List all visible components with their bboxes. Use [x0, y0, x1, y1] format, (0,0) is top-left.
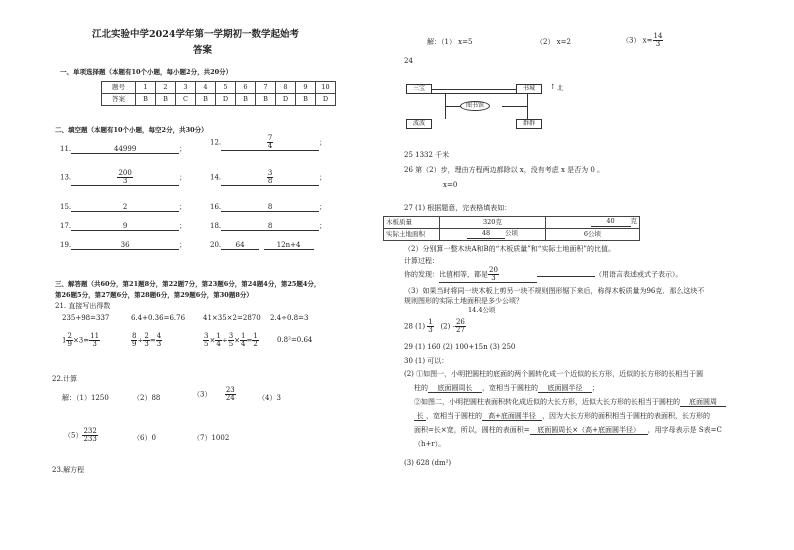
fraction-denominator: 27	[455, 326, 465, 334]
q22-heading: 22.计算	[52, 375, 78, 383]
q14	[210, 170, 326, 186]
q-punct: ；	[179, 203, 187, 211]
q11	[60, 145, 186, 154]
a30-7: （h+r）。	[414, 440, 446, 448]
fraction-denominator: 3	[428, 326, 433, 334]
q21-item: 6.4+0.36=6.76	[131, 314, 186, 322]
a27-4	[404, 267, 683, 283]
table-cell: 4	[196, 82, 216, 94]
q22-answer: （6）0	[133, 434, 156, 442]
q22-answer: 解：（1）1250	[62, 394, 109, 402]
q-number: 20.	[210, 241, 222, 249]
a27-5: （3）如果当时将同一块木板上剪另一块不规则图形锯下来后，称得木板质量为96克．那么这块不	[404, 287, 705, 295]
q22-answer: （2）88	[133, 394, 161, 402]
answer-blank: 底面圆周长	[428, 384, 482, 393]
a30: 30 (1) 可以：	[404, 357, 449, 365]
q-number: （3） x=	[622, 36, 653, 45]
table-row	[384, 229, 640, 241]
fraction-numerator: 20	[489, 266, 498, 274]
table-cell: 8	[276, 82, 296, 94]
label: 你的发现：	[404, 270, 439, 279]
answer-text: 比值相等，都是	[439, 270, 488, 279]
fraction-denominator: 2	[253, 340, 258, 348]
table-cell: C	[176, 94, 196, 106]
text: ②如图二，小明把圆柱表面积转化成近似的大长方形，近似大长方形的长相当于圆柱的	[414, 398, 680, 406]
q22-answer: （7）1002	[193, 434, 230, 442]
operator: =	[149, 336, 156, 345]
table-cell: 320克	[440, 217, 546, 229]
fraction-numerator: 200	[118, 169, 132, 177]
table-row	[384, 217, 640, 229]
q-number: 15.	[60, 203, 72, 211]
fraction-denominator: 9	[132, 340, 137, 348]
a26-b: x=0	[443, 181, 458, 189]
q21-item: 41×35×2=2870	[203, 314, 261, 322]
q21-item	[131, 333, 162, 348]
answer-blank: 48	[467, 230, 505, 239]
a23-3	[622, 33, 663, 48]
answer-blank: 长	[414, 412, 426, 421]
fraction-denominator: 4	[267, 142, 273, 150]
table-cell: D	[316, 94, 336, 106]
table-row	[102, 94, 336, 106]
q24-label: 24	[404, 57, 413, 65]
q22-answer	[193, 387, 236, 402]
fraction-denominator: 3	[92, 340, 97, 348]
table-cell: D	[216, 94, 236, 106]
a27-6: 规则图形的实际土地面积是多少公顷？	[404, 297, 523, 305]
text: ，因为大长方形的面积相当于圆柱的表面积，长方形的	[542, 412, 710, 420]
table-cell: B	[296, 94, 316, 106]
table-cell: B	[256, 94, 276, 106]
answer-blank: 底面圆半径	[538, 384, 592, 393]
fraction-numerator: 14	[653, 32, 663, 40]
a30-5	[414, 412, 710, 421]
answer-blank: 8	[221, 203, 319, 212]
fraction-denominator: 9	[67, 340, 72, 348]
q21-item: 0.8²=0.64	[277, 336, 313, 344]
text: ，宽相当于圆柱的	[426, 412, 482, 420]
q27-table	[383, 216, 640, 241]
table-cell: 9	[296, 82, 316, 94]
a28	[404, 319, 466, 334]
fraction-numerator: 4	[156, 332, 162, 340]
fraction-denominator: 233	[83, 435, 97, 443]
answer-blank: 8	[221, 222, 319, 231]
unit: 克	[630, 217, 637, 226]
q22-answer	[64, 428, 98, 443]
answer-blank: 36	[71, 241, 179, 250]
a27-3: 计算过程：	[404, 257, 439, 265]
table-cell: 10	[316, 82, 336, 94]
fraction-denominator: 8	[267, 177, 273, 185]
fraction-denominator: 3	[491, 274, 496, 282]
section1-heading: 一、单项选择题（本题有10个小题，每小题2分，共20分）	[60, 68, 233, 76]
fraction-denominator: 24	[225, 394, 235, 402]
fraction-numerator: 8	[132, 332, 137, 340]
fraction-numerator: 3	[204, 332, 209, 340]
fraction-denominator: 3	[144, 340, 149, 348]
hint: （用语言表述或式子表示）。	[595, 270, 683, 279]
answer-blank: 9	[71, 222, 179, 231]
map-location: 群群	[516, 119, 542, 129]
answer-blank: 12n+4	[264, 241, 314, 250]
a23-1: 解：（1） x=5	[427, 38, 473, 46]
a27-7: 14.4公顷	[468, 306, 496, 314]
q22-answer: （4）3	[258, 394, 281, 402]
q21-heading: 21. 直接写出得数	[55, 302, 111, 310]
q-punct: ；	[319, 203, 327, 211]
unit: 公顷	[505, 229, 518, 238]
exam-title: 江北实验中学2024学年第一学期初一数学起始考	[92, 29, 299, 40]
a26: 26 第（2）步，理由方程两边都除以 x，没有考虑 x 是否为 0 。	[404, 166, 605, 174]
q18	[210, 222, 326, 231]
answer-blank: 44999	[71, 145, 179, 154]
q20	[210, 241, 314, 250]
q19	[60, 241, 186, 250]
map-location: 书城	[516, 84, 542, 94]
fraction-numerator: 3	[267, 169, 273, 177]
fraction-numerator: 1	[428, 318, 433, 326]
text: ，宽相当于圆柱的	[482, 384, 538, 392]
q-number: 12.	[210, 138, 222, 147]
q-number: 19.	[60, 241, 72, 249]
exam-subtitle: 答案	[193, 45, 213, 56]
q21-item	[62, 333, 100, 348]
answer-blank: 2	[71, 203, 179, 212]
q-number: 17.	[60, 222, 72, 230]
fraction-denominator: 5	[228, 340, 234, 348]
a30-6	[414, 426, 722, 435]
operator: ÷	[137, 336, 144, 345]
whole-number: 1	[62, 336, 67, 345]
a29: 29 (1) 160 (2) 100+15n (3) 250	[404, 343, 516, 351]
north-label: 北	[557, 85, 564, 92]
fraction-denominator: 3	[655, 40, 661, 48]
q-punct: ；	[179, 173, 187, 182]
answer-blank: 底面圆周	[680, 398, 726, 407]
fraction-numerator: 3	[228, 332, 234, 340]
a30-4	[414, 398, 726, 407]
map-location: 图书馆	[460, 101, 490, 111]
text: ，用字母表示是 S表=C	[647, 426, 722, 434]
map-location: 三宝	[406, 84, 432, 94]
table-cell: 6公顷	[546, 229, 640, 241]
table-cell: B	[236, 94, 256, 106]
a30-3	[414, 384, 599, 393]
q15	[60, 203, 186, 212]
a23-2: （2） x=2	[536, 38, 571, 46]
table-cell: 答案	[102, 94, 136, 106]
q-number: 14.	[210, 173, 222, 182]
answer-blank: 40	[591, 218, 631, 227]
table-cell: B	[196, 94, 216, 106]
answer-blank: 64	[221, 241, 259, 250]
q-number: 13.	[60, 173, 72, 182]
q12	[210, 135, 326, 151]
fraction-numerator: 2	[144, 332, 149, 340]
fraction-numerator: 1	[253, 332, 258, 340]
table-cell: B	[156, 94, 176, 106]
section3-heading: 三、解答题（共60分，第21题8分，第22题7分，第23题6分，第24题4分，第25题4分，	[55, 280, 321, 288]
fraction-numerator: 1	[216, 332, 221, 340]
q-number: （3）	[193, 390, 212, 399]
a30-8: (3) 628 (dm²)	[404, 459, 452, 467]
q-punct: ；	[319, 173, 327, 182]
a27: 27 (1) 根据题意，完表格填表如：	[404, 204, 512, 212]
table-cell	[440, 229, 546, 241]
a30-2: (2) ①如图一，小明把圆柱的底面的两个圆转化成一个近似的长方形，近似的长方形的长相当于圆	[404, 370, 704, 378]
table-cell: 6	[236, 82, 256, 94]
table-cell: D	[276, 94, 296, 106]
table-cell: 3	[176, 82, 196, 94]
q-number: 18.	[210, 222, 222, 230]
fraction-numerator: 232	[83, 427, 97, 435]
q-number: （5）	[64, 431, 83, 440]
answer-blank: 底面圆周长×（高+底面圆半径）	[530, 426, 648, 435]
section3-heading-cont: 第26题5分，第27题6分，第28题6分，第29题6分，第30题8分）	[55, 291, 253, 299]
q21-item: $\frac{3}{5}$ × $\frac{1}{4}$ ÷ $\frac{3}{5}$ × $\frac{1}{4}$ = $\frac{1}{2}$	[204, 332, 258, 348]
q-punct: ；	[319, 138, 327, 147]
text: 面积=长×宽，所以，圆柱的表面积=	[414, 426, 530, 434]
table-cell: B	[136, 94, 156, 106]
table-cell: 5	[216, 82, 236, 94]
table-cell: 题号	[102, 82, 136, 94]
table-cell: 7	[256, 82, 276, 94]
fraction-numerator: 23	[225, 386, 235, 394]
fraction-denominator: 3	[156, 340, 162, 348]
q-punct: ；	[319, 222, 327, 230]
fraction-denominator: 5	[204, 340, 209, 348]
fraction-denominator: 3	[122, 177, 128, 185]
fraction-denominator: 4	[241, 340, 246, 348]
answer-blank: 高+底面圆半径	[482, 412, 542, 421]
map-location: 波波	[406, 119, 432, 129]
table-cell: 1	[136, 82, 156, 94]
fraction-numerator: 11	[90, 332, 100, 340]
q-punct: ；	[179, 145, 187, 153]
q23-heading: 23.解方程	[52, 466, 85, 474]
table-cell	[546, 217, 640, 229]
table-cell: 实际土地面积	[384, 229, 440, 241]
q-number: 11.	[60, 145, 72, 153]
text: 柱的	[414, 384, 428, 392]
q21-item: 2.4÷0.8=3	[270, 314, 309, 322]
fraction-denominator: 4	[216, 340, 221, 348]
table-cell: 木板质量	[384, 217, 440, 229]
north-arrow-icon: ↑	[550, 83, 556, 91]
a27-2: （2）分别算一整木块A和B的“木板质量”和“实际土地面积”的比值。	[404, 245, 615, 253]
q21-item: 235+98=337	[62, 314, 110, 322]
q-number: 16.	[210, 203, 222, 211]
q-punct: ；	[179, 241, 187, 249]
answer-table	[101, 81, 336, 106]
table-cell: 2	[156, 82, 176, 94]
section2-heading: 二、填空题（本题有10个小题，每空2分，共30分）	[55, 126, 208, 134]
q-punct: ；	[179, 222, 187, 230]
q16	[210, 203, 326, 212]
operator: ×3=	[72, 336, 90, 345]
q13	[60, 170, 186, 186]
fraction-numerator: 1	[241, 332, 246, 340]
text: ；	[592, 384, 599, 392]
fraction-numerator: 7	[267, 134, 273, 142]
q17	[60, 222, 186, 231]
q-number: 28 (1)	[404, 322, 426, 331]
q-number: (2) -	[440, 322, 455, 331]
a25: 25 1332 千米	[404, 151, 450, 159]
table-row	[102, 82, 336, 94]
fraction-numerator: 2	[67, 332, 72, 340]
fraction-numerator: 26	[455, 318, 465, 326]
